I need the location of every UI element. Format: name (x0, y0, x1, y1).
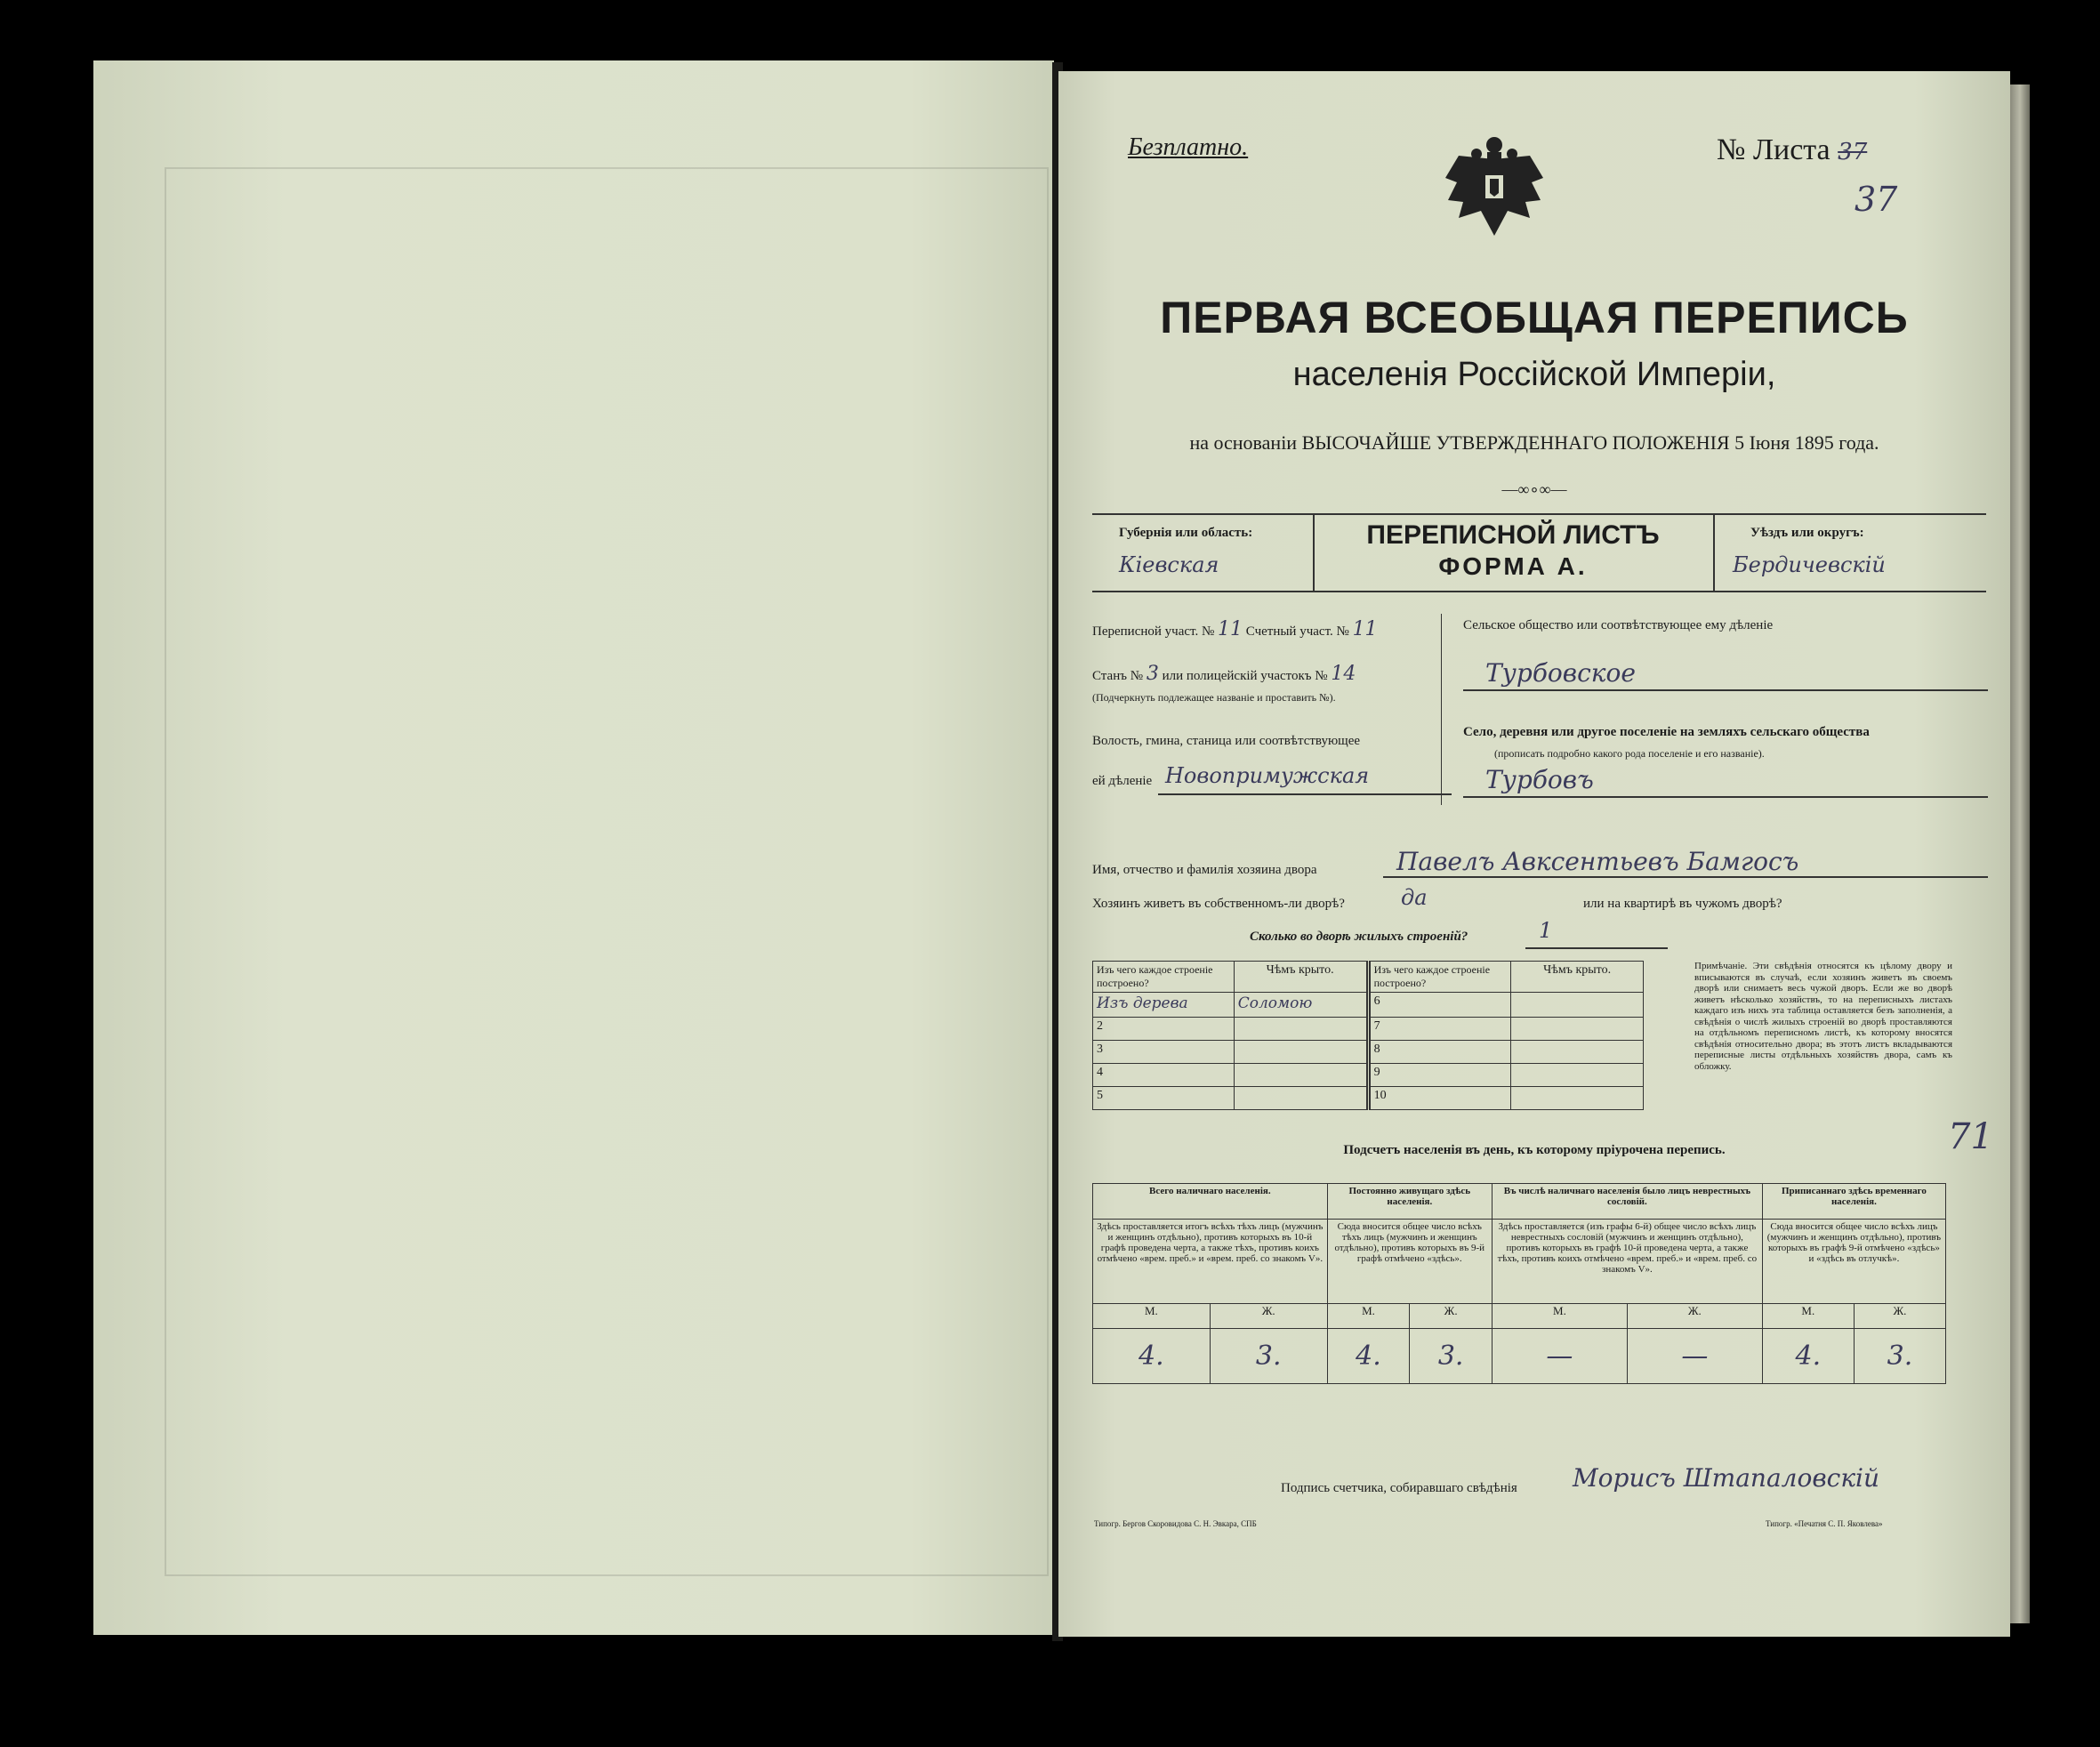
pop-col-registered: Приписаннаго здѣсь временнаго населенія. (1762, 1184, 1945, 1220)
pop-col-permanent: Постоянно живущаго здѣсь населенія. (1327, 1184, 1492, 1220)
sheet-title: ПЕРЕПИСНОЙ ЛИСТЪ (1366, 520, 1660, 550)
sheet-number-label: № Листа (1717, 133, 1830, 166)
pop-value: 3. (1854, 1329, 1945, 1384)
count-section-value: 11 (1352, 618, 1378, 640)
population-heading: Подсчетъ населенія въ день, къ которому пріурочена перепись. (1343, 1143, 1726, 1157)
table-row (1093, 1018, 1644, 1041)
village-value: Турбовъ (1485, 765, 1594, 794)
buildings-value: 1 (1539, 918, 1553, 943)
stan-value: 3 (1146, 663, 1159, 685)
population-table (1092, 1183, 1946, 1384)
pop-col-estates: Въ числѣ наличнаго населенія было лицъ неврестныхъ сословій. (1492, 1184, 1762, 1220)
row-number: 6 (1368, 993, 1511, 1018)
row-number: 8 (1368, 1041, 1511, 1064)
sheet-number-struck: 37 (1838, 139, 1868, 165)
stan-label: Станъ № (1092, 669, 1144, 683)
table-row (1093, 993, 1644, 1018)
f-label: Ж. (1854, 1304, 1945, 1329)
stan-row (1092, 663, 1484, 685)
volost-label-2: ей дѣленіе (1092, 774, 1153, 788)
buildings-table (1092, 961, 1644, 1110)
gubernia-value: Кіевская (1119, 552, 1219, 577)
village-label: Село, деревня или другое поселеніе на земляхъ сельскаго общества (1463, 725, 1870, 739)
pop-value: 4. (1762, 1329, 1854, 1384)
row-number: 5 (1093, 1087, 1235, 1110)
owner-label: Имя, отчество и фамилія хозяина двора (1092, 863, 1317, 877)
col-material-2: Изъ чего каждое строеніе построено? (1368, 962, 1511, 993)
left-page (93, 60, 1054, 1635)
sheet-number-value: 37 (1855, 180, 1898, 219)
society-label: Сельское общество или соотвѣтствующее ему дѣленіе (1463, 618, 1774, 632)
sheet-number-field (1717, 133, 1867, 167)
census-section-value: 11 (1218, 618, 1243, 640)
f-label: Ж. (1627, 1304, 1762, 1329)
table-row (1093, 1041, 1644, 1064)
volost-label: Волость, гмина, станица или соотвѣтствующее (1092, 734, 1361, 748)
form-a-box (1092, 513, 1986, 592)
m-label: М. (1492, 1304, 1627, 1329)
legal-basis: на основаніи ВЫСОЧАЙШЕ УТВЕРЖДЕННАГО ПОЛОЖЕНІЯ 5 Іюня 1895 года. (1189, 431, 1879, 454)
village-note: (прописать подробно какого рода поселеніе и его названіе). (1494, 747, 1765, 760)
lives-value: да (1401, 885, 1428, 910)
printer-left: Типогр. Бергов Скоровидова С. Н. Эвкара, СПБ (1094, 1519, 1257, 1528)
row-number: 10 (1368, 1087, 1511, 1110)
material-value: Изъ дерева (1097, 994, 1188, 1012)
col-material: Изъ чего каждое строеніе построено? (1093, 962, 1235, 993)
table-row (1093, 1064, 1644, 1087)
note-text: Примѣчаніе. Эти свѣдѣнія относятся къ цѣлому двору и вписываются въ случаѣ, если хозяинъ живетъ въ своемъ дворѣ или снимаетъ весь чужой дворъ. Если же во дворѣ живетъ нѣсколько хозяйствъ, то на переписныхъ листахъ каждаго изъ нихъ эта таблица оставляется безъ заполненія, а свѣдѣнія о числѣ жилыхъ строеній во дворѣ проставляются на отдѣльномъ переписномъ листѣ, къ которому вносятся свѣдѣнія относительно двора; въ этотъ листъ вкладываются переписные листы отдѣльныхъ хозяйствъ двора, самъ къ обложку. (1694, 961, 1952, 1072)
margin-number: 71 (1948, 1116, 1993, 1157)
police-value: 14 (1331, 663, 1356, 685)
roof-value: Соломою (1237, 994, 1313, 1012)
uezd-label: Уѣздъ или округъ: (1750, 526, 1864, 540)
lives-label: Хозяинъ живетъ въ собственномъ-ли дворѣ? (1092, 897, 1345, 911)
printer-right: Типогр. «Печатня С. П. Яковлева» (1766, 1519, 1883, 1528)
m-label: М. (1093, 1304, 1211, 1329)
page-edges (2010, 85, 2030, 1623)
f-label: Ж. (1210, 1304, 1327, 1329)
pop-desc-estates: Здѣсь проставляется (изъ графы 6-й) общее число всѣхъ лицъ неврестныхъ сословій (мужчинъ и женщинъ отдѣльно), противъ которыхъ въ графѣ 10-й проведена черта, а также тѣхъ, противъ коихъ отмѣчено «врем. преб.» и «врем. преб. со знакомъ V». (1492, 1220, 1762, 1304)
pop-value: 3. (1410, 1329, 1493, 1384)
row-number: 3 (1093, 1041, 1235, 1064)
page-title: ПЕРВАЯ ВСЕОБЩАЯ ПЕРЕПИСЬ (1160, 293, 1909, 342)
rent-label: или на квартирѣ въ чужомъ дворѣ? (1583, 897, 1782, 911)
bleed-through-frame (165, 167, 1049, 1576)
ornament: —∞∘∞— (1501, 480, 1567, 498)
page-subtitle: населенія Россійской Имперіи, (1292, 356, 1776, 393)
census-form-page (1058, 71, 2010, 1637)
gubernia-label: Губернія или область: (1119, 526, 1253, 540)
row-number: 7 (1368, 1018, 1511, 1041)
underline-note: (Подчеркнуть подлежащее названіе и проставить №). (1092, 691, 1336, 704)
count-section-label: Счетный участ. № (1245, 624, 1349, 639)
buildings-label: Сколько во дворѣ жилыхъ строеній? (1250, 930, 1468, 944)
pop-value: — (1627, 1329, 1762, 1384)
m-label: М. (1327, 1304, 1410, 1329)
census-section-label: Переписной участ. № (1092, 624, 1215, 639)
col-roof: Чѣмъ крыто. (1234, 962, 1368, 993)
signature-label: Подпись счетчика, собиравшаго свѣдѣнія (1281, 1481, 1517, 1495)
volost-value: Новопримужская (1165, 763, 1370, 788)
row-number: 2 (1093, 1018, 1235, 1041)
f-label: Ж. (1410, 1304, 1493, 1329)
pop-value: 4. (1327, 1329, 1410, 1384)
uezd-value: Бердичевскій (1733, 552, 1886, 577)
pop-value: — (1492, 1329, 1627, 1384)
free-label: Безплатно. (1128, 133, 1249, 161)
signature-value: Морисъ Штапаловскій (1573, 1463, 1880, 1493)
row-number: 9 (1368, 1064, 1511, 1087)
form-label: ФОРМА А. (1438, 552, 1588, 580)
pop-desc-registered: Сюда вносится общее число всѣхъ лицъ (мужчинъ и женщинъ отдѣльно), противъ которыхъ въ графѣ 9-й отмѣчено «здѣсь» и «здѣсь въ отлучкѣ». (1762, 1220, 1945, 1304)
table-row (1093, 1087, 1644, 1110)
pop-desc-permanent: Сюда вносится общее число всѣхъ тѣхъ лицъ (мужчинъ и женщинъ отдѣльно), противъ которыхъ въ 9-й графѣ отмѣчено «здѣсь». (1327, 1220, 1492, 1304)
pop-value: 3. (1210, 1329, 1327, 1384)
m-label: М. (1762, 1304, 1854, 1329)
imperial-eagle-icon (1441, 129, 1548, 245)
col-roof-2: Чѣмъ крыто. (1511, 962, 1644, 993)
pop-col-total: Всего наличнаго населенія. (1093, 1184, 1328, 1220)
census-section-row (1092, 618, 1484, 640)
pop-value: 4. (1093, 1329, 1211, 1384)
owner-value: Павелъ Авксентьевъ Бамгосъ (1396, 847, 1799, 876)
row-number: 4 (1093, 1064, 1235, 1087)
police-label: или полицейскій участокъ № (1162, 669, 1328, 683)
pop-desc-total: Здѣсь проставляется итогъ всѣхъ тѣхъ лицъ (мужчинъ и женщинъ отдѣльно), противъ которыхъ въ 10-й графѣ проведена черта, а также тѣхъ, противъ коихъ отмѣчено «врем. преб.» и «врем. преб. со знакомъ V». (1093, 1220, 1328, 1304)
society-value: Турбовское (1485, 658, 1636, 688)
